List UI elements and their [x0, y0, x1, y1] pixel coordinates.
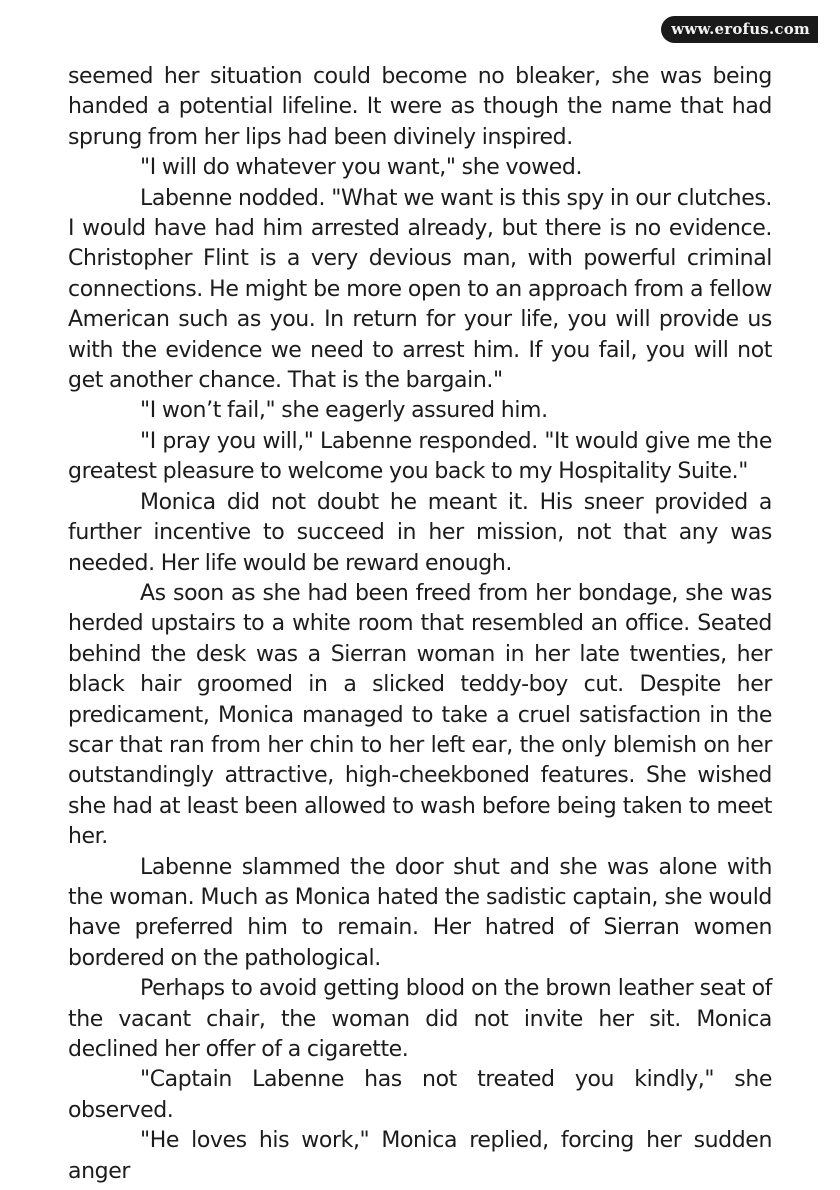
watermark-badge: www.erofus.com — [661, 16, 818, 43]
paragraph-5: "I pray you will," Labenne responded. "It would give me the greatest pleasure to welcome you back to my Hospitality Suite." — [68, 428, 772, 485]
paragraph-1: seemed her situation could become no bleaker, she was being handed a potential lifeline. It were as though the name that had sprung from her lips had been divinely inspired. — [68, 64, 772, 150]
paragraph-6: Monica did not doubt he meant it. His sneer provided a further incentive to succeed in her mission, not that any was needed. Her life would be reward enough. — [68, 489, 772, 576]
paragraph-4: "I won’t fail," she eagerly assured him. — [140, 398, 548, 424]
paragraph-9: Perhaps to avoid getting blood on the brown leather seat of the vacant chair, the woman did not invite her sit. Monica declined her offer of a cigarette. — [68, 976, 772, 1062]
paragraph-3: Labenne nodded. "What we want is this spy in our clutches. I would have had him arrested already, but there is no evidence. Christopher Flint is a very devious man, with powerful criminal connections. He might be more open to an approach from a fellow American such as you. In return for your life, you will provide us with the evidence we need to arrest him. If you fail, you will not get another chance. That is the bargain." — [68, 185, 772, 394]
book-page-text — [68, 62, 772, 1187]
paragraph-8: Labenne slammed the door shut and she was alone with the woman. Much as Monica hated the sadistic captain, she would have preferred him to remain. Her hatred of Sierran women bordered on the pathological. — [68, 854, 772, 971]
paragraph-10: "Captain Labenne has not treated you kindly," she observed. — [68, 1067, 772, 1123]
paragraph-2: "I will do whatever you want," she vowed. — [140, 155, 583, 181]
paragraph-7: As soon as she had been freed from her bondage, she was herded upstairs to a white room that resembled an office. Seated behind the desk was a Sierran woman in her late twenties, her black hair groomed in a slicked teddy-boy cut. Despite her predicament, Monica managed to take a cruel satisfaction in the scar that ran from her chin to her left ear, the only blemish on her outstandingly attractive, high-cheekboned features. She wished she had at least been allowed to wash before being taken to meet her. — [68, 580, 772, 850]
paragraph-11: "He loves his work," Monica replied, forcing her sudden anger — [68, 1128, 772, 1184]
